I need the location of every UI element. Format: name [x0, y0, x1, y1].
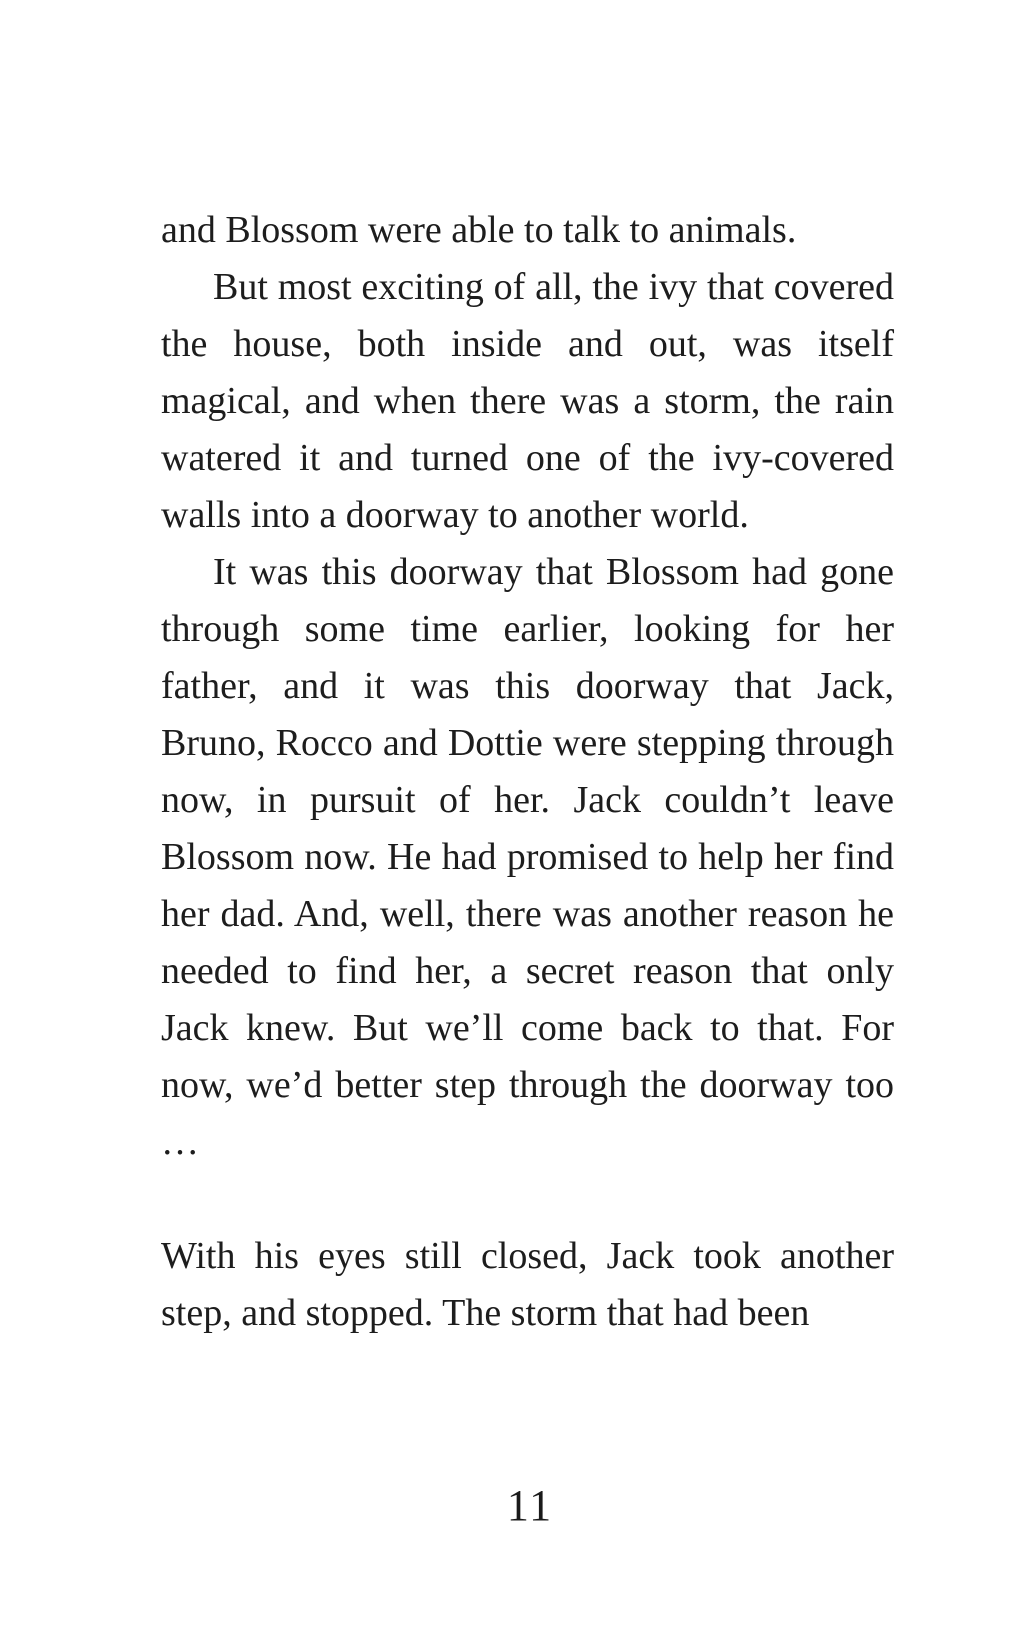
page-number: 11	[506, 1481, 554, 1530]
section-break	[161, 1171, 894, 1228]
paragraph-new-section: With his eyes still closed, Jack took another step, and stopped. The storm that had been	[161, 1235, 894, 1334]
paragraph-doorway: It was this doorway that Blossom had gone through some time earlier, looking for her father, and it was this doorway that Jack, Bruno, Rocco and Dottie were stepping through now, in pursuit of her. Jack couldn’t leave Blossom now. He had promised to help her find her dad. And, well, there was another reason he needed to find her, a secret reason that only Jack knew. But we’ll come back to that. For now, we’d better step through the doorway too …	[161, 551, 894, 1163]
body-text	[161, 202, 894, 1342]
paragraph-continuation: and Blossom were able to talk to animals.	[161, 209, 797, 251]
paragraph-ivy-magic: But most exciting of all, the ivy that covered the house, both inside and out, was itself magical, and when there was a storm, the rain watered it and turned one of the ivy-covered walls into a doorway to another world.	[161, 266, 894, 536]
